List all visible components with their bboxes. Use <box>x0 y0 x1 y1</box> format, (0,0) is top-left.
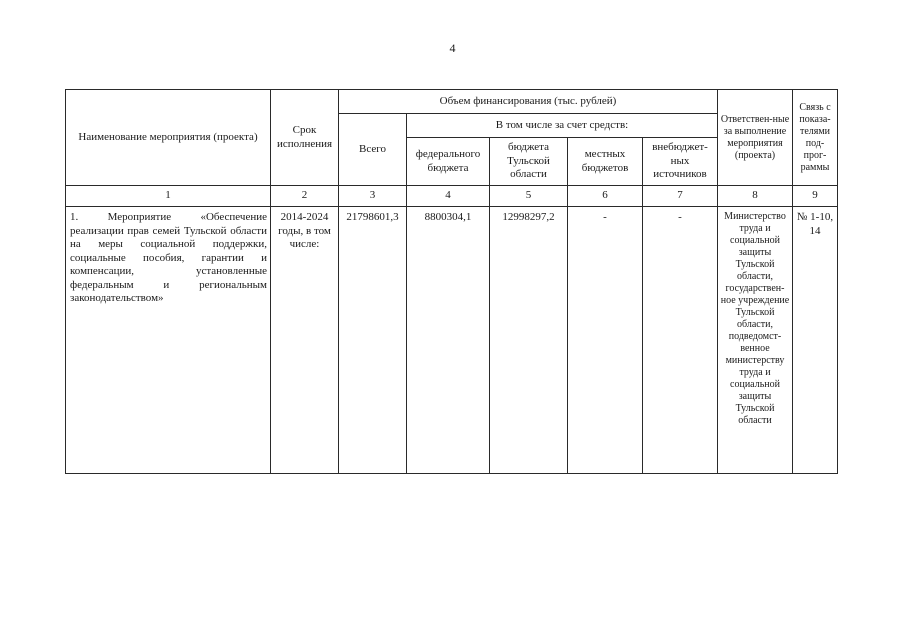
header-total: Всего <box>339 114 407 186</box>
header-financing: Объем финансирования (тыс. рублей) <box>339 90 718 114</box>
header-federal: федерального бюджета <box>407 138 490 186</box>
column-number: 9 <box>793 186 838 207</box>
cell-local: - <box>568 207 643 474</box>
cell-responsible: Министерство труда и социальной защиты Тульской области, государствен-ное учреждение Тульской области, подведомст-венное министерству труда и социальной защиты Тульской области <box>718 207 793 474</box>
column-number: 4 <box>407 186 490 207</box>
financing-table <box>65 89 838 474</box>
header-responsible: Ответствен-ные за выполнение мероприятия (проекта) <box>718 90 793 186</box>
header-extra: внебюджет-ных источников <box>643 138 718 186</box>
header-term: Срок исполнения <box>271 90 339 186</box>
header-name: Наименование мероприятия (проекта) <box>66 90 271 186</box>
column-number: 6 <box>568 186 643 207</box>
column-number: 7 <box>643 186 718 207</box>
column-number: 5 <box>490 186 568 207</box>
column-number: 3 <box>339 186 407 207</box>
column-numbers-row <box>66 186 838 207</box>
cell-name: 1. Мероприятие «Обеспечение реализации прав семей Тульской области на меры социальной поддержки, социальные пособия, гарантии и компенсации, установленные федеральным и региональным законодательством» <box>66 207 271 474</box>
column-number: 1 <box>66 186 271 207</box>
cell-federal: 8800304,1 <box>407 207 490 474</box>
header-regional: бюджета Тульской области <box>490 138 568 186</box>
cell-link: № 1-10, 14 <box>793 207 838 474</box>
cell-regional: 12998297,2 <box>490 207 568 474</box>
column-number: 8 <box>718 186 793 207</box>
cell-total: 21798601,3 <box>339 207 407 474</box>
cell-term: 2014-2024 годы, в том числе: <box>271 207 339 474</box>
header-local: местных бюджетов <box>568 138 643 186</box>
page-number: 4 <box>449 41 456 55</box>
header-sources: В том числе за счет средств: <box>407 114 718 138</box>
column-number: 2 <box>271 186 339 207</box>
table-row <box>66 207 838 474</box>
header-link: Связь с показа-телями под-прог-раммы <box>793 90 838 186</box>
cell-extra: - <box>643 207 718 474</box>
